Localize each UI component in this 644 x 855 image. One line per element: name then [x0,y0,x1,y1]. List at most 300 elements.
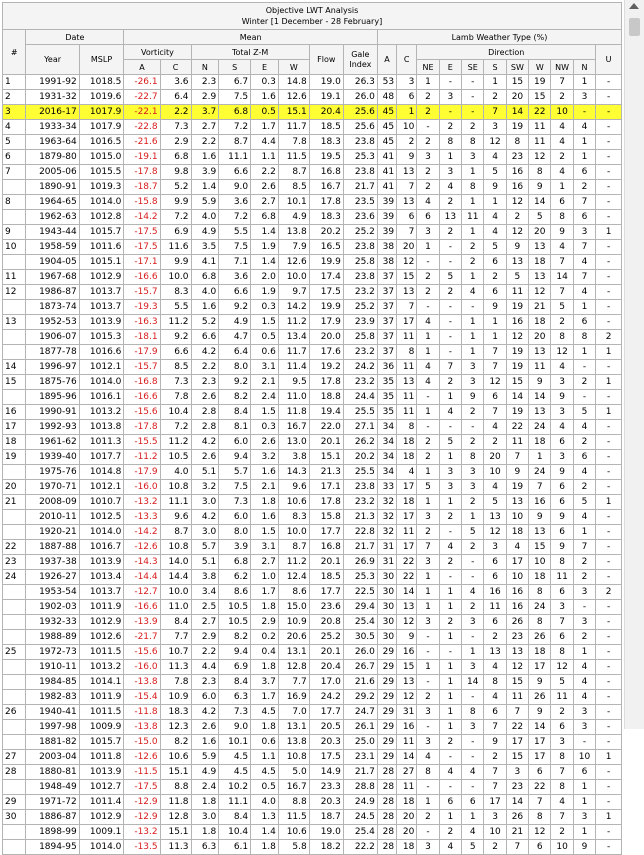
table-cell: 17 [484,795,506,810]
table-cell: 1970-71 [26,480,79,495]
table-cell: 15 [506,675,528,690]
table-cell: - [573,360,595,375]
table-cell: 1016.5 [79,135,124,150]
table-cell: 9 [529,675,551,690]
table-cell: -13.5 [124,840,160,855]
table-cell: -16.6 [124,390,160,405]
table-cell: 22.8 [343,525,377,540]
table-cell: 4.4 [191,660,219,675]
table-cell: 9.4 [219,645,251,660]
table-cell: 4 [439,180,461,195]
table-cell: 3 [551,450,573,465]
table-cell: 11.5 [278,150,309,165]
table-cell: 30.5 [343,630,377,645]
table-cell: 0.6 [251,345,279,360]
table-cell: 17.9 [309,315,343,330]
table-cell: 2 [439,120,461,135]
table-cell: 11 [397,360,417,375]
table-cell: 7 [484,105,506,120]
table-cell: 10.1 [219,735,251,750]
table-cell: 23 [506,630,528,645]
table-cell: 1932-33 [26,615,79,630]
table-cell: 17 [529,750,551,765]
table-cell: 7.5 [219,90,251,105]
table-row [3,720,622,735]
table-cell: 10.0 [160,585,191,600]
table-cell: 7.2 [160,420,191,435]
table-cell: 13 [529,405,551,420]
table-cell: - [417,630,439,645]
table-cell: 13 [439,210,461,225]
table-cell: 19 [506,300,528,315]
table-cell: 24 [3,570,26,585]
table-cell: 18.3 [160,705,191,720]
table-cell: 15.1 [309,450,343,465]
table-cell: 11 [551,690,573,705]
table-cell: - [462,630,484,645]
table-cell: - [462,780,484,795]
table-row [3,465,622,480]
table-cell: 6 [551,525,573,540]
table-cell: 20.3 [309,735,343,750]
table-cell: 8.0 [219,360,251,375]
table-cell: 6.0 [191,690,219,705]
table-cell: 11 [397,330,417,345]
table-cell: 17.8 [309,195,343,210]
table-cell [3,780,26,795]
table-cell: 11 [397,390,417,405]
table-cell: 13 [506,645,528,660]
table-cell: 3.6 [219,195,251,210]
table-cell [3,840,26,855]
table-cell: 17.7 [309,585,343,600]
table-cell: 19.0 [309,75,343,90]
table-cell: 3 [417,150,439,165]
table-cell: 1881-82 [26,735,79,750]
table-cell: 5.1 [191,465,219,480]
scroll-up-arrow-icon[interactable] [629,3,639,9]
table-cell: 2.3 [191,375,219,390]
table-cell: 10.5 [160,450,191,465]
table-cell: 37 [377,345,396,360]
table-cell: - [596,165,622,180]
table-cell: 1933-34 [26,120,79,135]
table-cell: 7.3 [219,495,251,510]
table-cell: - [462,90,484,105]
table-cell: 29 [377,720,396,735]
table-row [3,780,622,795]
table-cell: 16 [506,315,528,330]
table-cell: 4.0 [191,285,219,300]
table-cell: 11.2 [278,315,309,330]
table-cell: 1013.2 [79,405,124,420]
table-cell: 15.1 [278,105,309,120]
table-cell: 11.0 [278,390,309,405]
table-cell: 4 [573,465,595,480]
table-cell: 1996-97 [26,360,79,375]
table-cell: 1948-49 [26,780,79,795]
table-cell: -12.6 [124,540,160,555]
table-cell: 20.4 [309,660,343,675]
table-cell: 25.5 [343,465,377,480]
table-cell: 1 [462,345,484,360]
subtitle-text: Winter [1 December - 28 February] [241,17,383,26]
table-cell: 1939-40 [26,450,79,465]
table-cell: 10.5 [219,615,251,630]
table-cell: 4.5 [251,705,279,720]
table-cell: 16 [397,720,417,735]
table-cell: 26 [506,810,528,825]
table-cell: 1.8 [251,720,279,735]
table-cell: 2 [484,840,506,855]
header-dir-e: E [439,60,461,75]
table-cell: 2 [484,630,506,645]
table-cell: 1 [439,720,461,735]
table-cell: 1010.7 [79,495,124,510]
table-cell: 37 [377,300,396,315]
table-cell: 12 [397,255,417,270]
table-cell: 3.4 [191,585,219,600]
table-cell: 29 [377,735,396,750]
table-cell: 39 [377,195,396,210]
table-cell: 7 [551,810,573,825]
table-cell: 7 [439,360,461,375]
table-row [3,90,622,105]
table-cell: 2.7 [251,195,279,210]
table-cell: 4 [573,690,595,705]
table-cell: - [596,435,622,450]
table-cell: 7 [551,285,573,300]
table-cell: 8.7 [219,135,251,150]
table-cell: - [596,255,622,270]
table-cell: - [596,705,622,720]
table-cell: 1886-87 [26,810,79,825]
table-cell: 17.5 [309,285,343,300]
table-cell: -14.2 [124,525,160,540]
table-cell: 3 [484,810,506,825]
table-cell: 6 [573,210,595,225]
table-cell: 2 [462,540,484,555]
table-cell: 16.7 [309,180,343,195]
table-cell: 11.2 [160,435,191,450]
table-cell: 18.7 [309,810,343,825]
table-cell: 10 [484,465,506,480]
table-cell: - [417,255,439,270]
table-cell: 25.2 [309,630,343,645]
table-cell: - [462,300,484,315]
table-cell: 3 [573,705,595,720]
table-cell: - [596,765,622,780]
table-cell: 2 [484,750,506,765]
table-cell: 2.2 [191,360,219,375]
table-cell: 37 [377,270,396,285]
table-cell: 1887-88 [26,540,79,555]
table-cell: 3 [484,540,506,555]
table-cell: 1009.1 [79,825,124,840]
table-cell: -16.6 [124,270,160,285]
table-cell: 10 [484,825,506,840]
table-cell: 9.4 [219,450,251,465]
table-cell: 6 [484,555,506,570]
table-cell: 14 [551,270,573,285]
table-cell: - [596,600,622,615]
table-cell: 31 [377,555,396,570]
table-cell: 6 [573,765,595,780]
table-cell: 1016.7 [79,540,124,555]
table-row [3,420,622,435]
table-cell: 14 [3,360,26,375]
table-cell: 20 [397,240,417,255]
table-cell: 18.3 [309,210,343,225]
table-cell: 1.8 [191,795,219,810]
table-cell: 6 [484,255,506,270]
table-cell: 25.8 [343,255,377,270]
table-cell: 1 [484,330,506,345]
table-cell: 4 [484,660,506,675]
table-cell: -26.1 [124,75,160,90]
table-cell: 2005-06 [26,165,79,180]
table-cell: 4 [417,360,439,375]
table-cell: 9 [551,465,573,480]
table-cell: - [573,390,595,405]
table-cell: 2 [439,615,461,630]
table-cell: -22.7 [124,90,160,105]
table-cell [3,180,26,195]
table-cell: - [439,525,461,540]
header-year: Year [26,45,79,75]
table-cell: 1016.1 [79,390,124,405]
table-cell: 6 [529,765,551,780]
table-cell: 8 [551,210,573,225]
table-cell: 2 [439,375,461,390]
table-cell: 3.8 [191,570,219,585]
table-cell: 7 [551,255,573,270]
table-cell: 5.7 [191,540,219,555]
table-cell: 22.5 [343,585,377,600]
table-cell: 1017.9 [79,120,124,135]
table-cell: 7.8 [278,135,309,150]
table-cell: - [573,105,595,120]
header-e: E [251,60,279,75]
table-cell: 21.7 [343,765,377,780]
table-cell: 9 [397,630,417,645]
table-cell: 4 [439,540,461,555]
table-cell: 1015.3 [79,330,124,345]
table-cell: 11.3 [160,840,191,855]
table-cell: 1 [529,450,551,465]
table-cell: 2.8 [191,420,219,435]
table-cell: 11.1 [160,495,191,510]
table-cell: 3.8 [278,450,309,465]
table-cell: 3 [397,75,417,90]
table-cell: 1895-96 [26,390,79,405]
table-cell: 3 [417,735,439,750]
table-cell: 1.7 [251,690,279,705]
table-cell: 9 [551,510,573,525]
table-cell: 10.0 [278,525,309,540]
table-cell [3,675,26,690]
table-cell: 1 [417,660,439,675]
table-cell: 9.0 [219,720,251,735]
table-cell: 24.5 [343,810,377,825]
table-cell: 6.8 [191,270,219,285]
table-cell: 8 [484,675,506,690]
table-cell: - [596,480,622,495]
table-cell: 2 [551,705,573,720]
table-cell: 21.7 [343,180,377,195]
table-cell: 1 [462,810,484,825]
table-cell: 5 [484,495,506,510]
table-cell: 10.1 [278,195,309,210]
table-cell: 1 [462,510,484,525]
table-cell: 1014.8 [79,465,124,480]
table-cell: - [596,510,622,525]
table-cell: 23.2 [343,345,377,360]
table-cell: 1 [417,240,439,255]
table-cell: 5 [551,300,573,315]
table-cell: 5 [417,480,439,495]
table-cell: 8.1 [219,420,251,435]
table-cell: 20.1 [309,645,343,660]
table-cell: 13 [397,600,417,615]
header-w: W [278,60,309,75]
table-cell: 1011.9 [79,600,124,615]
table-cell: 2 [462,240,484,255]
table-cell: 1991-92 [26,75,79,90]
table-cell: 12 [506,330,528,345]
table-cell: 1877-78 [26,345,79,360]
table-cell: -15.5 [124,435,160,450]
table-cell: 1015.0 [79,150,124,165]
table-cell: 17.7 [309,705,343,720]
table-cell: 9 [551,225,573,240]
table-cell: 2 [417,285,439,300]
table-cell: 10 [397,120,417,135]
table-cell: -19.3 [124,300,160,315]
table-cell: 6.0 [219,435,251,450]
table-cell: 10.9 [160,690,191,705]
table-cell: 19 [529,75,551,90]
scrollbar-thumb[interactable] [629,18,640,36]
table-cell: 1898-99 [26,825,79,840]
table-cell: 16.7 [278,780,309,795]
table-cell: 3 [573,90,595,105]
table-row [3,480,622,495]
table-cell: 12 [506,195,528,210]
table-cell: 1 [462,330,484,345]
table-cell: 1 [462,645,484,660]
table-cell: 1015.1 [79,255,124,270]
table-body [3,75,622,855]
table-cell: 4 [551,795,573,810]
table-row [3,645,622,660]
table-cell: 26.9 [343,555,377,570]
table-cell: 10.7 [160,645,191,660]
table-cell: 15 [397,270,417,285]
table-cell: 7.7 [160,630,191,645]
table-cell: 2.7 [251,555,279,570]
table-cell: 37 [377,315,396,330]
table-cell: 24.7 [343,705,377,720]
table-cell: 9.9 [160,255,191,270]
table-cell: 18 [529,315,551,330]
table-cell: 1 [484,315,506,330]
header-flow: Flow [309,45,343,75]
table-cell: 17.6 [309,345,343,360]
table-cell: 8.2 [219,630,251,645]
table-cell: 8 [3,195,26,210]
table-cell: 15 [3,375,26,390]
table-row [3,240,622,255]
table-cell: 1009.9 [79,720,124,735]
table-cell: 17 [397,315,417,330]
table-cell: 12.8 [160,810,191,825]
table-cell: 18.3 [309,135,343,150]
table-cell: -15.0 [124,735,160,750]
table-cell: 34 [377,420,396,435]
table-row [3,840,622,855]
table-cell: 2 [417,180,439,195]
table-cell: 3 [462,660,484,675]
table-cell: 13 [506,255,528,270]
table-cell: 12 [551,660,573,675]
table-cell: 1 [439,150,461,165]
table-cell: 26.0 [343,90,377,105]
table-cell: 1879-80 [26,150,79,165]
table-cell: 1011.4 [79,795,124,810]
vertical-scrollbar[interactable] [624,0,644,729]
table-cell: 1011.8 [79,750,124,765]
table-cell: 8 [573,330,595,345]
table-cell: 4.2 [191,510,219,525]
table-cell: 4.9 [191,765,219,780]
table-cell: 3 [3,105,26,120]
table-cell: -17.9 [124,465,160,480]
table-cell: 10 [573,750,595,765]
table-cell: 17 [397,510,417,525]
table-cell: 1 [417,585,439,600]
table-cell: 2.9 [191,630,219,645]
table-cell: 11 [506,690,528,705]
table-cell: 14 [529,195,551,210]
table-cell: 0.3 [251,420,279,435]
table-cell: 2.7 [191,615,219,630]
table-cell: 1.8 [251,660,279,675]
table-cell: 8 [397,420,417,435]
table-cell: 1.4 [251,825,279,840]
table-cell: 19.0 [309,825,343,840]
table-cell: 13.1 [278,645,309,660]
table-cell: 1.8 [251,840,279,855]
table-cell: 25 [3,645,26,660]
table-cell: 10.6 [278,825,309,840]
table-cell: 1.3 [251,810,279,825]
table-cell: -12.6 [124,750,160,765]
table-cell: 7 [506,450,528,465]
table-cell: 1 [397,105,417,120]
table-cell: 24.2 [309,690,343,705]
table-cell: 21.3 [343,510,377,525]
table-cell: 1990-91 [26,405,79,420]
table-row [3,285,622,300]
table-cell: 10.5 [219,600,251,615]
table-cell: 7.8 [160,390,191,405]
table-cell: 4.5 [251,765,279,780]
header-vort-a: A [124,60,160,75]
table-cell: 1014.0 [79,375,124,390]
table-cell: 2 [417,435,439,450]
table-cell: 3 [551,375,573,390]
